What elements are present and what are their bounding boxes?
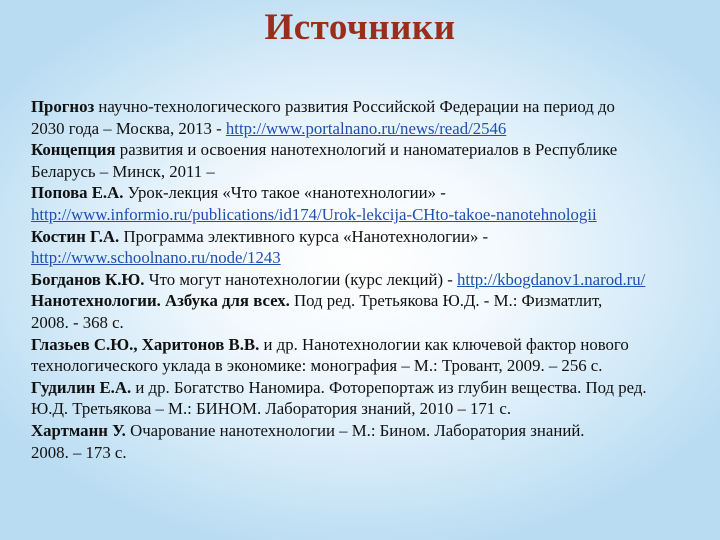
source-line — [31, 312, 691, 334]
source-text: Под ред. Третьякова Ю.Д. - М.: Физматлит, — [289, 291, 603, 311]
source-text: и др. Нанотехнологии как ключевой фактор нового — [259, 334, 629, 354]
source-text: Что могут нанотехнологии (курс лекций) - — [144, 269, 458, 289]
source-text: Урок-лекция «Что такое «нанотехнологии» - — [123, 183, 446, 203]
source-line — [31, 398, 691, 420]
source-item — [31, 139, 691, 182]
source-author: Богданов К.Ю. — [31, 269, 145, 289]
source-line — [31, 161, 691, 183]
source-item — [31, 377, 691, 420]
source-item — [31, 182, 691, 225]
source-text: Очарование нанотехнологии – М.: Бином. Лаборатория знаний. — [125, 420, 585, 440]
source-text: технологического уклада в экономике: монография – М.: Тровант, 2009. – 256 с. — [31, 356, 603, 376]
source-item — [31, 269, 691, 291]
source-item — [31, 420, 691, 463]
source-item — [31, 96, 691, 139]
source-item — [31, 334, 691, 377]
source-text: Программа элективного курса «Нанотехнологии» - — [119, 226, 489, 246]
source-item — [31, 290, 691, 333]
source-text: 2008. – 173 с. — [31, 442, 127, 462]
source-line — [31, 204, 691, 226]
source-link[interactable]: http://www.informio.ru/publications/id174/Urok-lekcija-CHto-takoe-nanotehnologii — [31, 204, 597, 224]
source-line — [31, 420, 691, 442]
source-line — [31, 377, 691, 399]
source-link[interactable]: http://kbogdanov1.narod.ru/ — [457, 269, 646, 289]
source-line — [31, 226, 691, 248]
sources-list — [31, 96, 691, 463]
source-line — [31, 290, 691, 312]
source-author: Гудилин Е.А. — [31, 377, 132, 397]
source-line — [31, 96, 691, 118]
source-line — [31, 182, 691, 204]
source-line — [31, 355, 691, 377]
source-line — [31, 269, 691, 291]
source-author: Нанотехнологии. Азбука для всех. — [31, 291, 290, 311]
source-line — [31, 139, 691, 161]
source-text: Беларусь – Минск, 2011 – — [31, 161, 215, 181]
source-item — [31, 226, 691, 269]
source-link[interactable]: http://www.portalnano.ru/news/read/2546 — [225, 118, 507, 138]
source-text: Ю.Д. Третьякова – М.: БИНОМ. Лаборатория знаний, 2010 – 171 с. — [31, 399, 512, 419]
source-text: развития и освоения нанотехнологий и наноматериалов в Республике — [115, 140, 618, 160]
source-author: Хартманн У. — [31, 420, 126, 440]
source-author: Костин Г.А. — [31, 226, 120, 246]
source-author: Концепция — [31, 140, 116, 160]
source-line — [31, 334, 691, 356]
source-text: 2030 года – Москва, 2013 - — [31, 118, 226, 138]
source-text: 2008. - 368 с. — [31, 312, 124, 332]
source-line — [31, 118, 691, 140]
source-text: научно-технологического развития Российской Федерации на период до — [94, 97, 615, 116]
source-line — [31, 442, 691, 464]
page-title: Источники — [264, 7, 456, 48]
source-author: Прогноз — [31, 97, 95, 116]
source-text: и др. Богатство Наномира. Фоторепортаж из глубин вещества. Под ред. — [131, 377, 647, 397]
source-author: Попова Е.А. — [31, 183, 124, 203]
source-line — [31, 247, 691, 269]
source-link[interactable]: http://www.schoolnano.ru/node/1243 — [31, 248, 281, 268]
source-author: Глазьев С.Ю., Харитонов В.В. — [31, 334, 260, 354]
